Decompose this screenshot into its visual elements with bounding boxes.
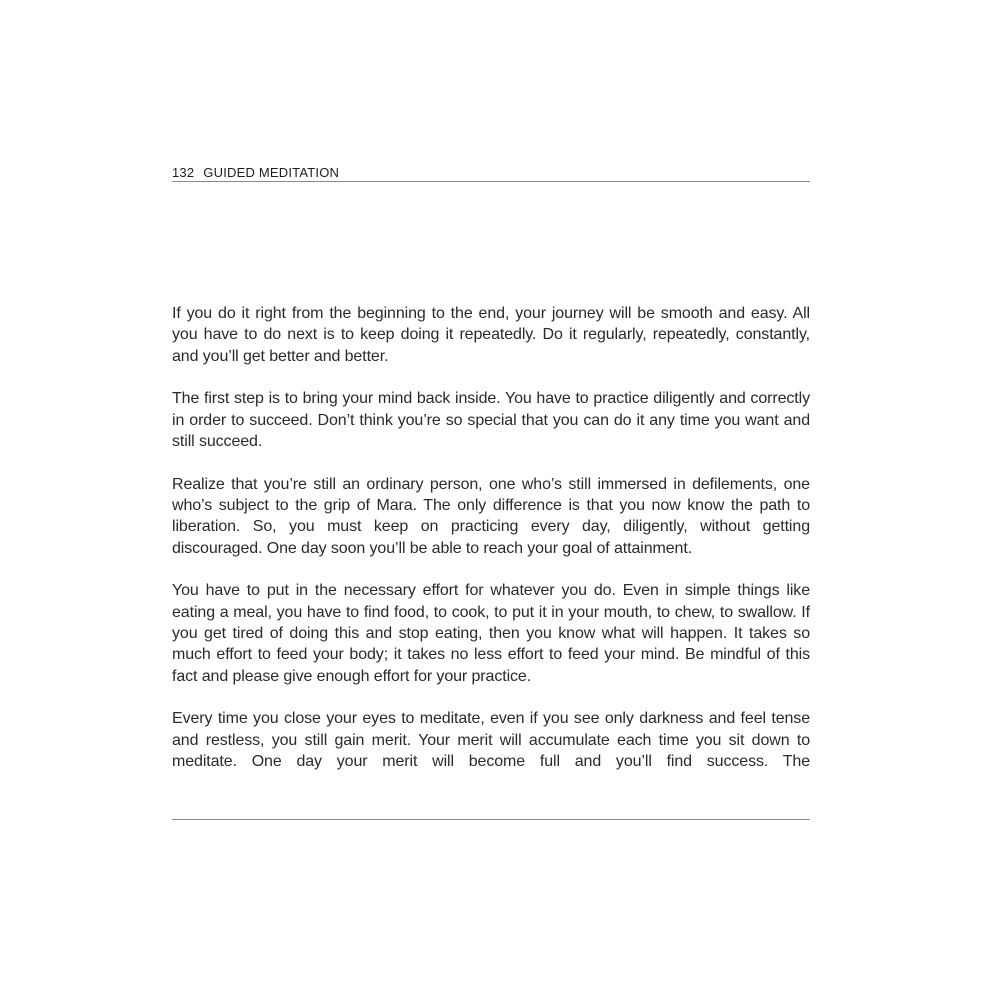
paragraph: You have to put in the necessary effort for whatever you do. Even in simple things like eating a meal, you have to find food, to cook, to put it in your mouth, to chew, to swallow. If you get tired of doing this and stop eating, then you know what will happen. It takes so much effort to feed your body; it takes no less effort to feed your mind. Be mindful of this fact and please give enough effort for your practice.	[172, 582, 810, 685]
body-text	[172, 303, 810, 794]
running-title: GUIDED MEDITATION	[203, 165, 340, 180]
paragraph: Realize that you’re still an ordinary person, one who’s still immersed in defilements, one who’s subject to the grip of Mara. The only difference is that you now know the path to liberation. So, you must keep on practicing every day, diligently, without getting discouraged. One day soon you’ll be able to reach your goal of attainment.	[172, 475, 810, 557]
paragraph: The first step is to bring your mind back inside. You have to practice diligently and correctly in order to succeed. Don’t think you’re so special that you can do it any time you want and still succeed.	[172, 390, 810, 450]
paragraph: If you do it right from the beginning to the end, your journey will be smooth and easy. All you have to do next is to keep doing it repeatedly. Do it regularly, repeatedly, constantly, and you’ll get better and better.	[172, 305, 810, 365]
page-number: 132	[172, 165, 195, 180]
bottom-rule	[172, 819, 810, 820]
running-head	[172, 164, 810, 182]
paragraph: Every time you close your eyes to meditate, even if you see only darkness and feel tense and restless, you still gain merit. Your merit will accumulate each time you sit down to meditate. One day your merit will become full and you’ll find success. The	[172, 710, 810, 771]
